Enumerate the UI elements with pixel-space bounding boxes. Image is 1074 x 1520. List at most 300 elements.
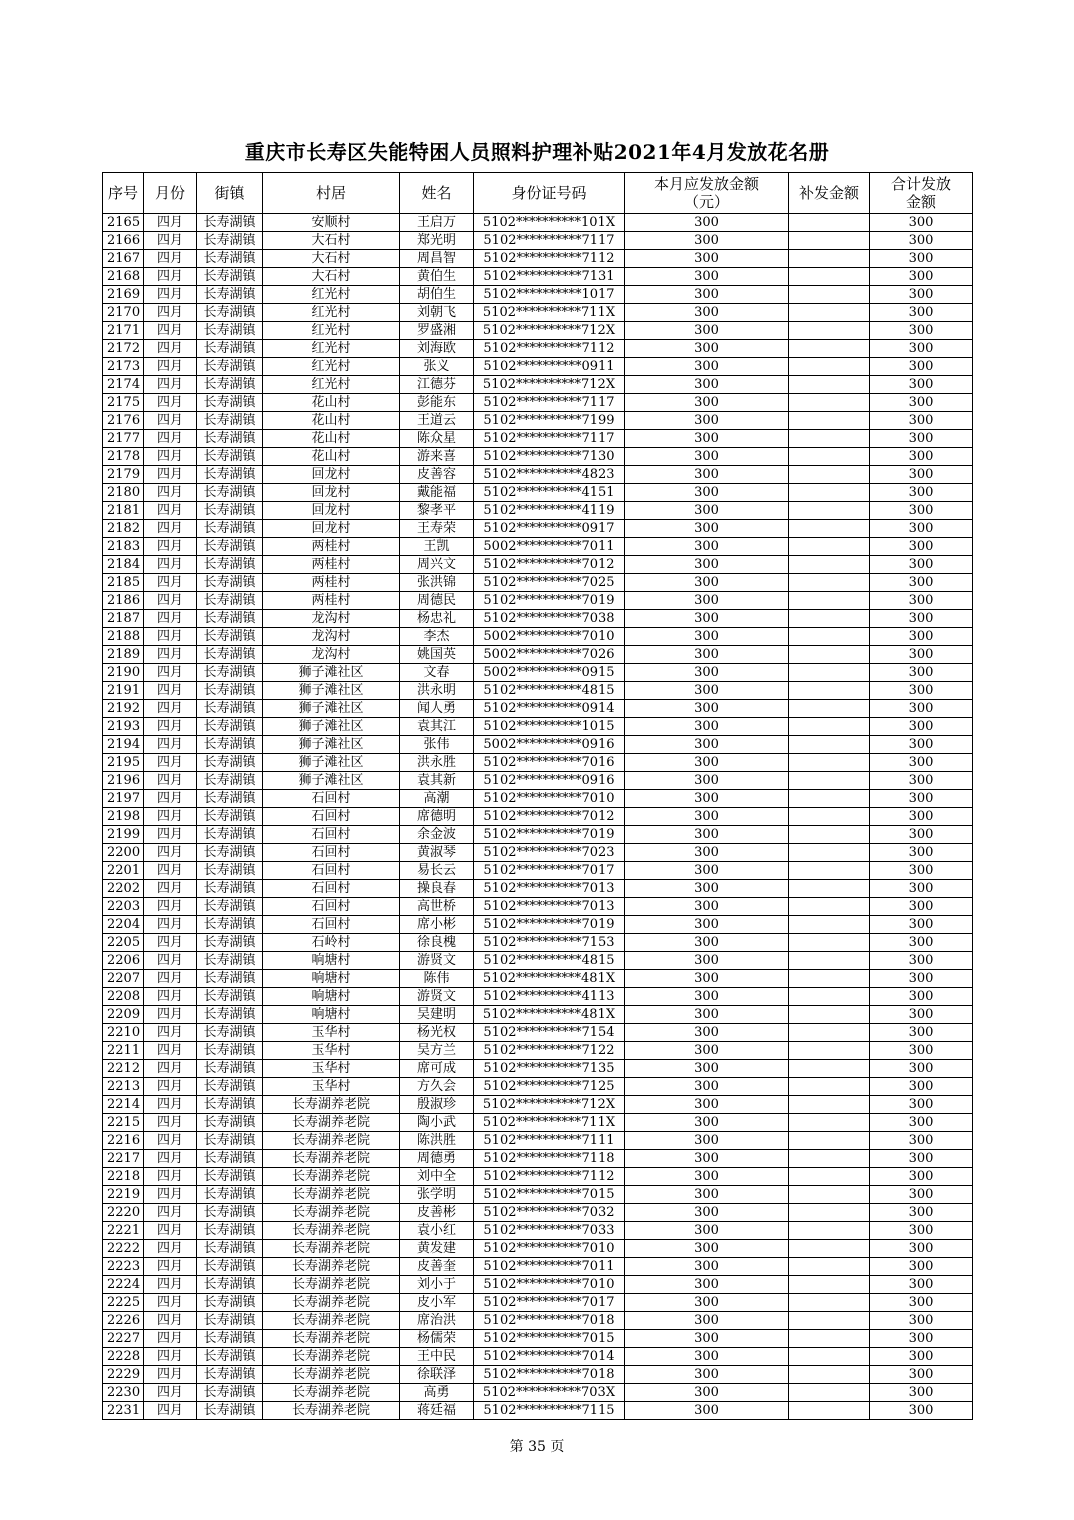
supplement-amount-cell <box>789 772 870 790</box>
seq-cell: 2165 <box>103 214 144 232</box>
supplement-amount-cell <box>789 304 870 322</box>
total-amount-cell: 300 <box>870 484 973 502</box>
name-cell: 徐联泽 <box>400 1366 474 1384</box>
due-amount-cell: 300 <box>625 268 789 286</box>
supplement-amount-cell <box>789 610 870 628</box>
total-amount-cell: 300 <box>870 718 973 736</box>
header-name: 姓名 <box>400 173 474 214</box>
month-cell: 四月 <box>144 1384 197 1402</box>
table-row <box>103 1042 973 1060</box>
village-cell: 长寿湖养老院 <box>263 1330 400 1348</box>
supplement-amount-cell <box>789 448 870 466</box>
village-cell: 两桂村 <box>263 592 400 610</box>
due-amount-cell: 300 <box>625 214 789 232</box>
total-amount-cell: 300 <box>870 610 973 628</box>
month-cell: 四月 <box>144 718 197 736</box>
id-number-cell: 5102**********7015 <box>474 1330 625 1348</box>
month-cell: 四月 <box>144 1402 197 1420</box>
seq-cell: 2184 <box>103 556 144 574</box>
id-number-cell: 5102**********7017 <box>474 1294 625 1312</box>
seq-cell: 2181 <box>103 502 144 520</box>
seq-cell: 2205 <box>103 934 144 952</box>
table-row <box>103 484 973 502</box>
village-cell: 花山村 <box>263 412 400 430</box>
id-number-cell: 5102**********4815 <box>474 682 625 700</box>
name-cell: 姚国英 <box>400 646 474 664</box>
seq-cell: 2220 <box>103 1204 144 1222</box>
seq-cell: 2226 <box>103 1312 144 1330</box>
supplement-amount-cell <box>789 1006 870 1024</box>
village-cell: 玉华村 <box>263 1042 400 1060</box>
street-cell: 长寿湖镇 <box>197 1240 263 1258</box>
month-cell: 四月 <box>144 700 197 718</box>
name-cell: 张伟 <box>400 736 474 754</box>
seq-cell: 2190 <box>103 664 144 682</box>
street-cell: 长寿湖镇 <box>197 592 263 610</box>
seq-cell: 2172 <box>103 340 144 358</box>
id-number-cell: 5102**********4151 <box>474 484 625 502</box>
id-number-cell: 5102**********7018 <box>474 1366 625 1384</box>
seq-cell: 2219 <box>103 1186 144 1204</box>
village-cell: 长寿湖养老院 <box>263 1168 400 1186</box>
street-cell: 长寿湖镇 <box>197 808 263 826</box>
month-cell: 四月 <box>144 952 197 970</box>
id-number-cell: 5102**********7010 <box>474 790 625 808</box>
due-amount-cell: 300 <box>625 1222 789 1240</box>
name-cell: 王启万 <box>400 214 474 232</box>
seq-cell: 2188 <box>103 628 144 646</box>
table-row <box>103 1348 973 1366</box>
street-cell: 长寿湖镇 <box>197 826 263 844</box>
id-number-cell: 5102**********4119 <box>474 502 625 520</box>
village-cell: 狮子滩社区 <box>263 664 400 682</box>
due-amount-cell: 300 <box>625 592 789 610</box>
street-cell: 长寿湖镇 <box>197 1024 263 1042</box>
total-amount-cell: 300 <box>870 880 973 898</box>
village-cell: 长寿湖养老院 <box>263 1132 400 1150</box>
total-amount-cell: 300 <box>870 1402 973 1420</box>
seq-cell: 2178 <box>103 448 144 466</box>
header-supplement-amount: 补发金额 <box>789 173 870 214</box>
supplement-amount-cell <box>789 430 870 448</box>
id-number-cell: 5102**********711X <box>474 304 625 322</box>
village-cell: 大石村 <box>263 268 400 286</box>
table-row <box>103 1366 973 1384</box>
month-cell: 四月 <box>144 844 197 862</box>
due-amount-cell: 300 <box>625 502 789 520</box>
seq-cell: 2167 <box>103 250 144 268</box>
due-amount-cell: 300 <box>625 322 789 340</box>
due-amount-cell: 300 <box>625 412 789 430</box>
name-cell: 黄发建 <box>400 1240 474 1258</box>
name-cell: 张洪锦 <box>400 574 474 592</box>
header-seq: 序号 <box>103 173 144 214</box>
name-cell: 殷淑珍 <box>400 1096 474 1114</box>
due-amount-cell: 300 <box>625 1168 789 1186</box>
village-cell: 长寿湖养老院 <box>263 1348 400 1366</box>
street-cell: 长寿湖镇 <box>197 1042 263 1060</box>
supplement-amount-cell <box>789 988 870 1006</box>
seq-cell: 2166 <box>103 232 144 250</box>
month-cell: 四月 <box>144 466 197 484</box>
total-amount-cell: 300 <box>870 934 973 952</box>
name-cell: 江德芬 <box>400 376 474 394</box>
village-cell: 红光村 <box>263 322 400 340</box>
street-cell: 长寿湖镇 <box>197 862 263 880</box>
table-row <box>103 1312 973 1330</box>
name-cell: 高勇 <box>400 1384 474 1402</box>
seq-cell: 2173 <box>103 358 144 376</box>
table-row <box>103 538 973 556</box>
street-cell: 长寿湖镇 <box>197 448 263 466</box>
supplement-amount-cell <box>789 1366 870 1384</box>
id-number-cell: 5102**********4815 <box>474 952 625 970</box>
id-number-cell: 5102**********711X <box>474 1114 625 1132</box>
id-number-cell: 5102**********1015 <box>474 718 625 736</box>
due-amount-cell: 300 <box>625 826 789 844</box>
street-cell: 长寿湖镇 <box>197 538 263 556</box>
name-cell: 李杰 <box>400 628 474 646</box>
table-row <box>103 1024 973 1042</box>
supplement-amount-cell <box>789 1024 870 1042</box>
table-row <box>103 1168 973 1186</box>
village-cell: 龙沟村 <box>263 646 400 664</box>
table-row <box>103 214 973 232</box>
id-number-cell: 5102**********481X <box>474 970 625 988</box>
supplement-amount-cell <box>789 1168 870 1186</box>
table-row <box>103 376 973 394</box>
street-cell: 长寿湖镇 <box>197 700 263 718</box>
total-amount-cell: 300 <box>870 1114 973 1132</box>
total-amount-cell: 300 <box>870 1096 973 1114</box>
due-amount-cell: 300 <box>625 1114 789 1132</box>
supplement-amount-cell <box>789 664 870 682</box>
table-row <box>103 880 973 898</box>
month-cell: 四月 <box>144 1186 197 1204</box>
table-row <box>103 1258 973 1276</box>
street-cell: 长寿湖镇 <box>197 304 263 322</box>
street-cell: 长寿湖镇 <box>197 430 263 448</box>
supplement-amount-cell <box>789 808 870 826</box>
due-amount-cell: 300 <box>625 880 789 898</box>
street-cell: 长寿湖镇 <box>197 952 263 970</box>
header-due-line1: 本月应发放金额 <box>653 175 759 193</box>
header-total-line1: 合计发放 <box>890 175 951 193</box>
seq-cell: 2201 <box>103 862 144 880</box>
seq-cell: 2230 <box>103 1384 144 1402</box>
name-cell: 席德明 <box>400 808 474 826</box>
due-amount-cell: 300 <box>625 790 789 808</box>
due-amount-cell: 300 <box>625 916 789 934</box>
id-number-cell: 5102**********7014 <box>474 1348 625 1366</box>
seq-cell: 2194 <box>103 736 144 754</box>
supplement-amount-cell <box>789 754 870 772</box>
supplement-amount-cell <box>789 682 870 700</box>
id-number-cell: 5102**********4823 <box>474 466 625 484</box>
id-number-cell: 5102**********4113 <box>474 988 625 1006</box>
total-amount-cell: 300 <box>870 682 973 700</box>
month-cell: 四月 <box>144 1042 197 1060</box>
name-cell: 戴能福 <box>400 484 474 502</box>
due-amount-cell: 300 <box>625 1186 789 1204</box>
total-amount-cell: 300 <box>870 736 973 754</box>
supplement-amount-cell <box>789 1204 870 1222</box>
table-row <box>103 1006 973 1024</box>
total-amount-cell: 300 <box>870 574 973 592</box>
supplement-amount-cell <box>789 1258 870 1276</box>
month-cell: 四月 <box>144 214 197 232</box>
supplement-amount-cell <box>789 1042 870 1060</box>
table-row <box>103 1240 973 1258</box>
total-amount-cell: 300 <box>870 1042 973 1060</box>
village-cell: 响塘村 <box>263 952 400 970</box>
month-cell: 四月 <box>144 358 197 376</box>
total-amount-cell: 300 <box>870 700 973 718</box>
name-cell: 游来喜 <box>400 448 474 466</box>
seq-cell: 2186 <box>103 592 144 610</box>
street-cell: 长寿湖镇 <box>197 376 263 394</box>
name-cell: 王寿荣 <box>400 520 474 538</box>
month-cell: 四月 <box>144 880 197 898</box>
supplement-amount-cell <box>789 1078 870 1096</box>
name-cell: 周兴文 <box>400 556 474 574</box>
seq-cell: 2229 <box>103 1366 144 1384</box>
table-row <box>103 628 973 646</box>
name-cell: 张学明 <box>400 1186 474 1204</box>
street-cell: 长寿湖镇 <box>197 520 263 538</box>
seq-cell: 2227 <box>103 1330 144 1348</box>
id-number-cell: 5102**********712X <box>474 1096 625 1114</box>
total-amount-cell: 300 <box>870 826 973 844</box>
id-number-cell: 5102**********7013 <box>474 880 625 898</box>
name-cell: 周昌智 <box>400 250 474 268</box>
id-number-cell: 5102**********7199 <box>474 412 625 430</box>
supplement-amount-cell <box>789 862 870 880</box>
due-amount-cell: 300 <box>625 736 789 754</box>
supplement-amount-cell <box>789 934 870 952</box>
street-cell: 长寿湖镇 <box>197 1078 263 1096</box>
seq-cell: 2183 <box>103 538 144 556</box>
table-row <box>103 1132 973 1150</box>
id-number-cell: 5102**********101X <box>474 214 625 232</box>
village-cell: 响塘村 <box>263 1006 400 1024</box>
supplement-amount-cell <box>789 1330 870 1348</box>
total-amount-cell: 300 <box>870 232 973 250</box>
village-cell: 两桂村 <box>263 538 400 556</box>
month-cell: 四月 <box>144 916 197 934</box>
due-amount-cell: 300 <box>625 1294 789 1312</box>
table-row <box>103 808 973 826</box>
street-cell: 长寿湖镇 <box>197 664 263 682</box>
month-cell: 四月 <box>144 286 197 304</box>
total-amount-cell: 300 <box>870 1384 973 1402</box>
month-cell: 四月 <box>144 322 197 340</box>
seq-cell: 2218 <box>103 1168 144 1186</box>
due-amount-cell: 300 <box>625 232 789 250</box>
seq-cell: 2182 <box>103 520 144 538</box>
street-cell: 长寿湖镇 <box>197 1132 263 1150</box>
due-amount-cell: 300 <box>625 646 789 664</box>
name-cell: 黄淑琴 <box>400 844 474 862</box>
total-amount-cell: 300 <box>870 790 973 808</box>
table-row <box>103 916 973 934</box>
table-row <box>103 1096 973 1114</box>
name-cell: 皮善彬 <box>400 1204 474 1222</box>
total-amount-cell: 300 <box>870 808 973 826</box>
table-row <box>103 664 973 682</box>
month-cell: 四月 <box>144 394 197 412</box>
village-cell: 长寿湖养老院 <box>263 1114 400 1132</box>
name-cell: 袁小红 <box>400 1222 474 1240</box>
village-cell: 狮子滩社区 <box>263 700 400 718</box>
name-cell: 王中民 <box>400 1348 474 1366</box>
id-number-cell: 5102**********7117 <box>474 232 625 250</box>
village-cell: 长寿湖养老院 <box>263 1204 400 1222</box>
total-amount-cell: 300 <box>870 1348 973 1366</box>
village-cell: 长寿湖养老院 <box>263 1150 400 1168</box>
name-cell: 操良春 <box>400 880 474 898</box>
total-amount-cell: 300 <box>870 1258 973 1276</box>
id-number-cell: 5002**********7011 <box>474 538 625 556</box>
due-amount-cell: 300 <box>625 754 789 772</box>
id-number-cell: 5102**********7013 <box>474 898 625 916</box>
seq-cell: 2212 <box>103 1060 144 1078</box>
due-amount-cell: 300 <box>625 934 789 952</box>
month-cell: 四月 <box>144 502 197 520</box>
name-cell: 方久会 <box>400 1078 474 1096</box>
month-cell: 四月 <box>144 250 197 268</box>
village-cell: 长寿湖养老院 <box>263 1186 400 1204</box>
page-title: 重庆市长寿区失能特困人员照料护理补贴2021年4月发放花名册 <box>244 140 830 164</box>
due-amount-cell: 300 <box>625 1078 789 1096</box>
street-cell: 长寿湖镇 <box>197 790 263 808</box>
table-row <box>103 1114 973 1132</box>
village-cell: 红光村 <box>263 304 400 322</box>
roster-body <box>103 214 973 1420</box>
village-cell: 花山村 <box>263 394 400 412</box>
village-cell: 石回村 <box>263 808 400 826</box>
due-amount-cell: 300 <box>625 556 789 574</box>
id-number-cell: 5002**********7010 <box>474 628 625 646</box>
seq-cell: 2176 <box>103 412 144 430</box>
name-cell: 杨光权 <box>400 1024 474 1042</box>
total-amount-cell: 300 <box>870 1132 973 1150</box>
total-amount-cell: 300 <box>870 214 973 232</box>
street-cell: 长寿湖镇 <box>197 1330 263 1348</box>
due-amount-cell: 300 <box>625 520 789 538</box>
name-cell: 王凯 <box>400 538 474 556</box>
id-number-cell: 5102**********0917 <box>474 520 625 538</box>
total-amount-cell: 300 <box>870 664 973 682</box>
id-number-cell: 5102**********7112 <box>474 1168 625 1186</box>
name-cell: 黎孝平 <box>400 502 474 520</box>
due-amount-cell: 300 <box>625 1366 789 1384</box>
table-row <box>103 844 973 862</box>
table-row <box>103 1078 973 1096</box>
table-row <box>103 592 973 610</box>
table-row <box>103 610 973 628</box>
total-amount-cell: 300 <box>870 412 973 430</box>
supplement-amount-cell <box>789 1312 870 1330</box>
due-amount-cell: 300 <box>625 538 789 556</box>
seq-cell: 2179 <box>103 466 144 484</box>
total-amount-cell: 300 <box>870 592 973 610</box>
street-cell: 长寿湖镇 <box>197 682 263 700</box>
supplement-amount-cell <box>789 880 870 898</box>
seq-cell: 2177 <box>103 430 144 448</box>
name-cell: 吴建明 <box>400 1006 474 1024</box>
month-cell: 四月 <box>144 448 197 466</box>
street-cell: 长寿湖镇 <box>197 1114 263 1132</box>
supplement-amount-cell <box>789 268 870 286</box>
table-row <box>103 412 973 430</box>
seq-cell: 2209 <box>103 1006 144 1024</box>
due-amount-cell: 300 <box>625 394 789 412</box>
id-number-cell: 5102**********7017 <box>474 862 625 880</box>
supplement-amount-cell <box>789 574 870 592</box>
seq-cell: 2214 <box>103 1096 144 1114</box>
name-cell: 陈伟 <box>400 970 474 988</box>
total-amount-cell: 300 <box>870 1060 973 1078</box>
id-number-cell: 5102**********7117 <box>474 430 625 448</box>
supplement-amount-cell <box>789 1294 870 1312</box>
name-cell: 席可成 <box>400 1060 474 1078</box>
seq-cell: 2187 <box>103 610 144 628</box>
table-row <box>103 322 973 340</box>
due-amount-cell: 300 <box>625 1204 789 1222</box>
id-number-cell: 5102**********7130 <box>474 448 625 466</box>
street-cell: 长寿湖镇 <box>197 1348 263 1366</box>
seq-cell: 2168 <box>103 268 144 286</box>
due-amount-cell: 300 <box>625 664 789 682</box>
month-cell: 四月 <box>144 1006 197 1024</box>
id-number-cell: 5102**********7115 <box>474 1402 625 1420</box>
total-amount-cell: 300 <box>870 520 973 538</box>
street-cell: 长寿湖镇 <box>197 232 263 250</box>
street-cell: 长寿湖镇 <box>197 754 263 772</box>
village-cell: 长寿湖养老院 <box>263 1402 400 1420</box>
supplement-amount-cell <box>789 826 870 844</box>
supplement-amount-cell <box>789 916 870 934</box>
id-number-cell: 5102**********7018 <box>474 1312 625 1330</box>
id-number-cell: 5102**********712X <box>474 376 625 394</box>
village-cell: 石回村 <box>263 880 400 898</box>
month-cell: 四月 <box>144 412 197 430</box>
name-cell: 彭能东 <box>400 394 474 412</box>
total-amount-cell: 300 <box>870 502 973 520</box>
supplement-amount-cell <box>789 844 870 862</box>
id-number-cell: 5002**********0916 <box>474 736 625 754</box>
id-number-cell: 5102**********7125 <box>474 1078 625 1096</box>
village-cell: 大石村 <box>263 232 400 250</box>
id-number-cell: 5102**********703X <box>474 1384 625 1402</box>
month-cell: 四月 <box>144 1222 197 1240</box>
month-cell: 四月 <box>144 1024 197 1042</box>
month-cell: 四月 <box>144 484 197 502</box>
month-cell: 四月 <box>144 754 197 772</box>
supplement-amount-cell <box>789 628 870 646</box>
street-cell: 长寿湖镇 <box>197 844 263 862</box>
supplement-amount-cell <box>789 1276 870 1294</box>
seq-cell: 2223 <box>103 1258 144 1276</box>
supplement-amount-cell <box>789 358 870 376</box>
supplement-amount-cell <box>789 1348 870 1366</box>
supplement-amount-cell <box>789 970 870 988</box>
village-cell: 回龙村 <box>263 484 400 502</box>
seq-cell: 2221 <box>103 1222 144 1240</box>
due-amount-cell: 300 <box>625 1024 789 1042</box>
supplement-amount-cell <box>789 250 870 268</box>
